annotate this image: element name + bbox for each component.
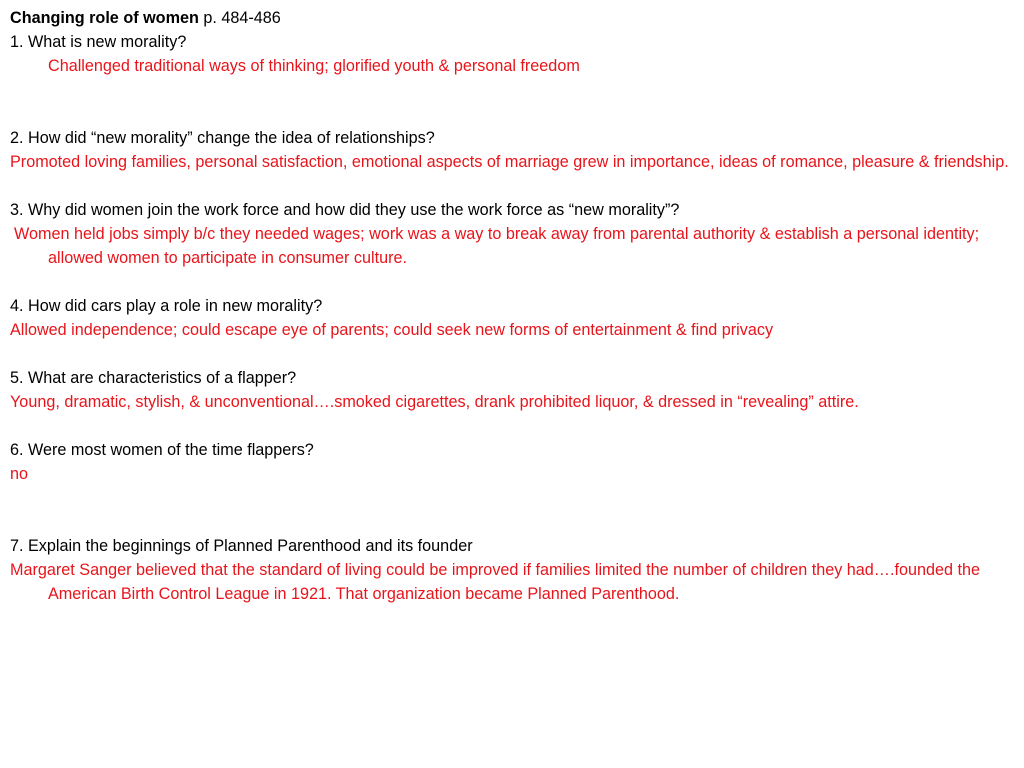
question-5: 5. What are characteristics of a flapper? (10, 369, 297, 387)
answer-1: Challenged traditional ways of thinking; glorified youth & personal freedom (48, 57, 580, 75)
title-text: Changing role of women (10, 9, 199, 27)
answer-5: Young, dramatic, stylish, & unconventional….smoked cigarettes, drank prohibited liquor, & dressed in “revealing” attire. (10, 393, 859, 411)
question-7: 7. Explain the beginnings of Planned Parenthood and its founder (10, 537, 473, 555)
answer-3: Women held jobs simply b/c they needed wages; work was a way to break away from parental authority & establish a personal identity; allowed women to participate in consumer culture. (14, 225, 980, 267)
answer-2: Promoted loving families, personal satisfaction, emotional aspects of marriage grew in importance, ideas of romance, pleasure & friendship. (10, 153, 1009, 171)
page-reference: p. 484-486 (198, 9, 281, 27)
worksheet (10, 6, 1014, 606)
question-4: 4. How did cars play a role in new morality? (10, 297, 323, 315)
answer-4: Allowed independence; could escape eye of parents; could seek new forms of entertainment & find privacy (10, 321, 774, 339)
question-6: 6. Were most women of the time flappers? (10, 441, 314, 459)
question-3: 3. Why did women join the work force and how did they use the work force as “new morality”? (10, 201, 680, 219)
question-1: 1. What is new morality? (10, 33, 187, 51)
question-2: 2. How did “new morality” change the idea of relationships? (10, 129, 435, 147)
page-title (10, 6, 1014, 30)
answer-7: Margaret Sanger believed that the standard of living could be improved if families limited the number of children they had….founded the American Birth Control League in 1921. That organization became Planned Parenthood. (10, 561, 981, 603)
answer-6: no (10, 465, 29, 483)
